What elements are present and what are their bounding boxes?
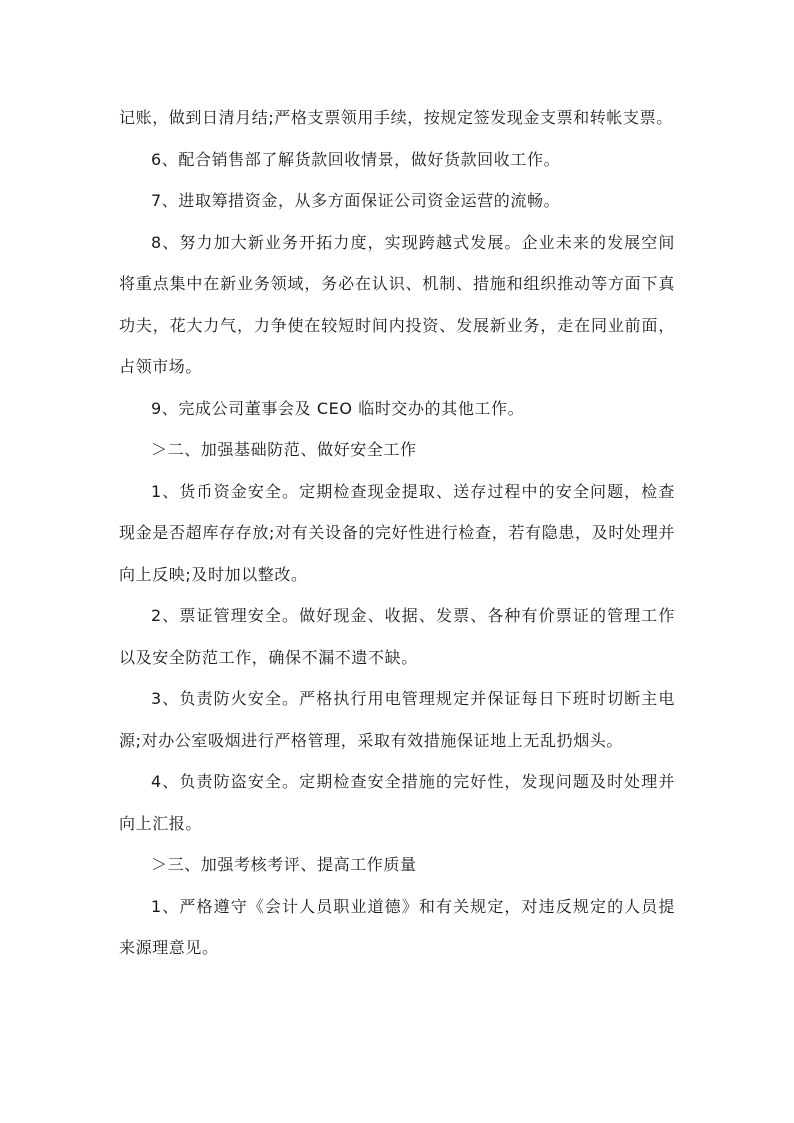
paragraph-safety-4: 4、负责防盗安全。定期检查安全措施的完好性，发现问题及时处理并向上汇报。 xyxy=(119,772,675,833)
paragraph-safety-3: 3、负责防火安全。严格执行用电管理规定并保证每日下班时切断主电源;对办公室吸烟进行严格管理，采取有效措施保证地上无乱扔烟头。 xyxy=(119,689,675,750)
document-body xyxy=(119,97,675,969)
paragraph-safety-1: 1、货币资金安全。定期检查现金提取、送存过程中的安全问题，检查现金是否超库存存放;对有关设备的完好性进行检查，若有隐患，及时处理并向上反映;及时加以整改。 xyxy=(119,481,675,584)
paragraph-item-6: 6、配合销售部了解货款回收情景，做好货款回收工作。 xyxy=(151,149,561,169)
paragraph-item-8: 8、努力加大新业务开拓力度，实现跨越式发展。企业未来的发展空间将重点集中在新业务领域，务必在认识、机制、措施和组织推动等方面下真功夫，花大力气，力争使在较短时间内投资、发展新业务，走在同业前面，占领市场。 xyxy=(119,232,675,376)
section-heading-3: ＞三、加强考核考评、提高工作质量 xyxy=(151,855,417,874)
paragraph-assessment-1: 1、严格遵守《会计人员职业道德》和有关规定，对违反规定的人员提来源理意见。 xyxy=(119,896,675,957)
paragraph-continuation: 记账，做到日清月结;严格支票领用手续，按规定签发现金支票和转帐支票。 xyxy=(119,108,673,127)
section-heading-2: ＞二、加强基础防范、做好安全工作 xyxy=(151,440,417,459)
paragraph-item-7: 7、进取筹措资金，从多方面保证公司资金运营的流畅。 xyxy=(151,191,561,210)
paragraph-safety-2: 2、票证管理安全。做好现金、收据、发票、各种有价票证的管理工作以及安全防范工作，确保不漏不遗不缺。 xyxy=(119,606,675,667)
paragraph-item-9: 9、完成公司董事会及 CEO 临时交办的其他工作。 xyxy=(151,398,525,418)
